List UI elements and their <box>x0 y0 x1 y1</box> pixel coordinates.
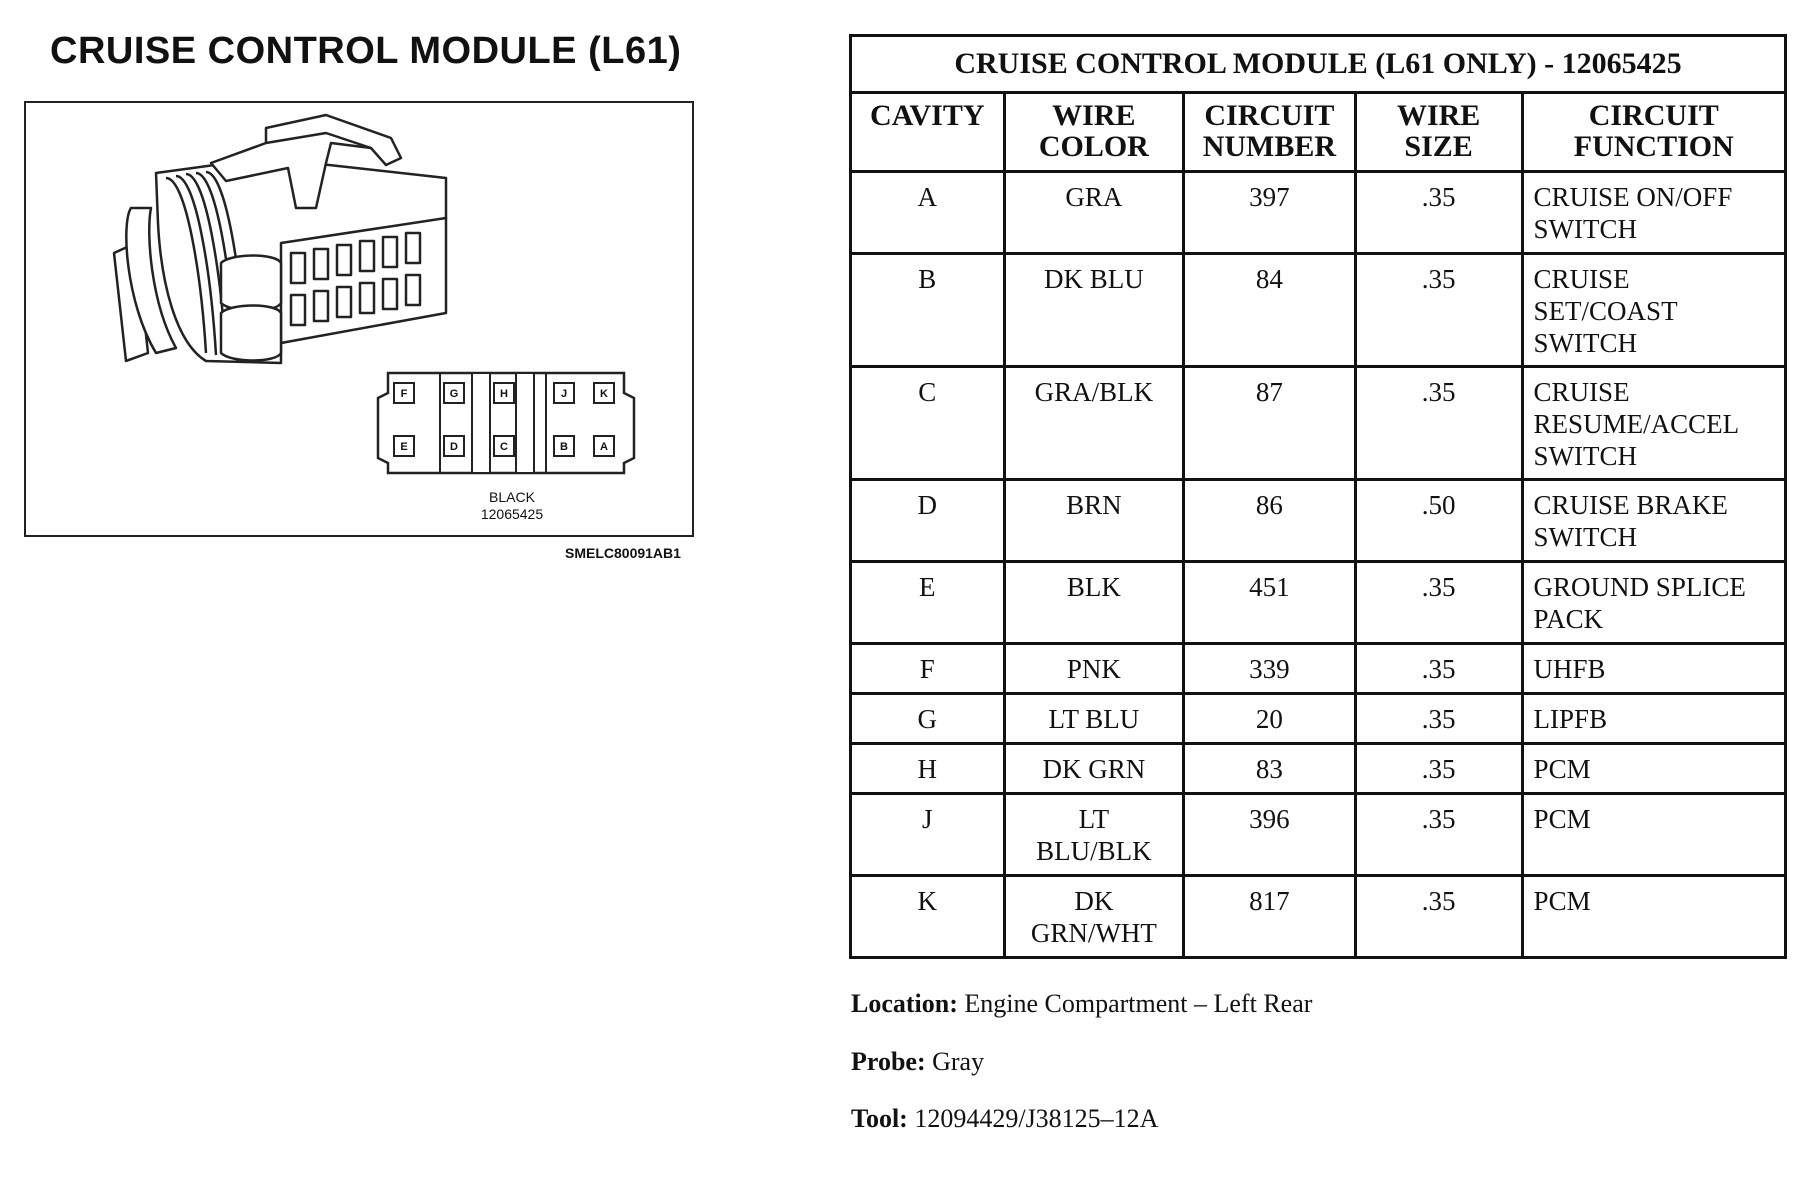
circuit-function-cell <box>1522 254 1785 367</box>
wire-color-cell-line: LT BLU <box>1048 704 1140 734</box>
wire-color-cell <box>1004 562 1183 644</box>
wire-size-cell: .35 <box>1355 644 1522 694</box>
wire-size-cell: .50 <box>1355 480 1522 562</box>
diagram-title: CRUISE CONTROL MODULE (L61) <box>50 30 682 72</box>
wire-color-cell-line: GRA <box>1065 182 1123 212</box>
header-line: CIRCUIT <box>1204 99 1335 132</box>
table-title-row <box>851 36 1786 93</box>
wire-color-cell-line: GRN/WHT <box>1030 918 1157 948</box>
circuit-function-cell <box>1522 876 1785 958</box>
header-wire-size <box>1355 93 1522 172</box>
header-line: SIZE <box>1404 130 1473 163</box>
wire-color-cell <box>1004 367 1183 480</box>
circuit-function-cell <box>1522 794 1785 876</box>
cavity-label-C: C <box>500 441 508 453</box>
wire-color-cell <box>1004 794 1183 876</box>
wire-color-cell-line: DK <box>1074 886 1114 916</box>
wire-color-cell-line: PNK <box>1066 654 1121 684</box>
header-line: WIRE <box>1396 99 1481 132</box>
cavity-cell: D <box>851 480 1005 562</box>
wire-color-cell <box>1004 744 1183 794</box>
circuit-number-cell: 451 <box>1184 562 1356 644</box>
cavity-label-J: J <box>560 388 568 400</box>
circuit-function-cell-line: SWITCH <box>1533 328 1638 358</box>
cavity-cell: J <box>851 794 1005 876</box>
table-row <box>851 744 1786 794</box>
cavity-cell: A <box>851 172 1005 254</box>
circuit-function-cell-line: SET/COAST <box>1533 296 1678 326</box>
tool-line <box>851 1104 1158 1134</box>
header-circuit-function <box>1522 93 1785 172</box>
wire-color-cell-line: DK BLU <box>1043 264 1144 294</box>
header-line: FUNCTION <box>1573 130 1734 163</box>
circuit-function-cell-line: PACK <box>1533 604 1604 634</box>
probe-line <box>851 1047 984 1077</box>
circuit-function-cell <box>1522 644 1785 694</box>
header-line: CAVITY <box>870 99 985 132</box>
cavity-label-K: K <box>600 388 608 400</box>
cavity-cell: C <box>851 367 1005 480</box>
table-row <box>851 694 1786 744</box>
circuit-number-cell: 84 <box>1184 254 1356 367</box>
circuit-function-cell <box>1522 172 1785 254</box>
circuit-function-cell-line: CRUISE BRAKE <box>1533 490 1728 520</box>
wire-size-cell: .35 <box>1355 254 1522 367</box>
connector-face-view <box>378 373 634 522</box>
wire-color-cell <box>1004 644 1183 694</box>
circuit-number-cell: 817 <box>1184 876 1356 958</box>
wire-size-cell: .35 <box>1355 562 1522 644</box>
location-line <box>851 989 1312 1019</box>
cavity-label-D: D <box>450 441 458 453</box>
circuit-function-cell <box>1522 744 1785 794</box>
circuit-function-cell-line: SWITCH <box>1533 522 1638 552</box>
connector-color-label: BLACK <box>489 489 535 505</box>
header-line: CIRCUIT <box>1588 99 1719 132</box>
wire-color-cell-line: BRN <box>1066 490 1122 520</box>
header-wire-color <box>1004 93 1183 172</box>
wire-size-cell: .35 <box>1355 744 1522 794</box>
cavity-cell: E <box>851 562 1005 644</box>
circuit-number-cell: 20 <box>1184 694 1356 744</box>
wire-color-cell <box>1004 480 1183 562</box>
probe-label: Probe: <box>851 1047 926 1076</box>
table-row <box>851 644 1786 694</box>
location-value: Engine Compartment – Left Rear <box>964 989 1313 1018</box>
table-row <box>851 254 1786 367</box>
circuit-function-cell-line: SWITCH <box>1533 441 1638 471</box>
header-line: NUMBER <box>1202 130 1337 163</box>
circuit-function-cell <box>1522 562 1785 644</box>
circuit-function-cell-line: CRUISE ON/OFF <box>1533 182 1733 212</box>
wire-size-cell: .35 <box>1355 794 1522 876</box>
probe-value: Gray <box>932 1047 985 1076</box>
location-label: Location: <box>851 989 958 1018</box>
cavity-label-H: H <box>500 388 508 400</box>
table-title: CRUISE CONTROL MODULE (L61 ONLY) - 12065425 <box>851 36 1786 93</box>
circuit-number-cell: 397 <box>1184 172 1356 254</box>
circuit-function-cell-line: CRUISE <box>1533 377 1630 407</box>
table-row <box>851 562 1786 644</box>
wire-color-cell <box>1004 694 1183 744</box>
circuit-function-cell-line: UHFB <box>1533 654 1606 684</box>
wire-color-cell-line: BLU/BLK <box>1036 836 1152 866</box>
circuit-function-cell-line: RESUME/ACCEL <box>1533 409 1740 439</box>
circuit-function-cell-line: SWITCH <box>1533 214 1638 244</box>
connector-3d-drawing <box>114 115 446 363</box>
circuit-number-cell: 86 <box>1184 480 1356 562</box>
circuit-function-cell-line: LIPFB <box>1533 704 1608 734</box>
tool-value: 12094429/J38125–12A <box>914 1104 1159 1133</box>
cavity-cell: H <box>851 744 1005 794</box>
circuit-function-cell <box>1522 480 1785 562</box>
connector-part-label: 12065425 <box>480 506 544 522</box>
circuit-function-cell-line: CRUISE <box>1533 264 1630 294</box>
wire-color-cell-line: LT <box>1078 804 1110 834</box>
cavity-cell: K <box>851 876 1005 958</box>
cavity-cell: F <box>851 644 1005 694</box>
circuit-number-cell: 339 <box>1184 644 1356 694</box>
table-row <box>851 480 1786 562</box>
table-row <box>851 876 1786 958</box>
cavity-label-B: B <box>560 441 568 453</box>
table-row <box>851 367 1786 480</box>
cavity-label-F: F <box>400 388 408 400</box>
header-line: COLOR <box>1038 130 1149 163</box>
tool-label: Tool: <box>851 1104 908 1133</box>
figure-code: SMELC80091AB1 <box>565 545 681 561</box>
wire-color-cell <box>1004 254 1183 367</box>
wire-size-cell: .35 <box>1355 172 1522 254</box>
connector-figure <box>24 101 694 537</box>
cavity-label-G: G <box>449 388 459 400</box>
cavity-cell: G <box>851 694 1005 744</box>
table-row <box>851 794 1786 876</box>
table-body <box>851 172 1786 958</box>
circuit-function-cell <box>1522 367 1785 480</box>
header-line: WIRE <box>1052 99 1136 132</box>
wire-color-cell <box>1004 876 1183 958</box>
header-cavity <box>851 93 1005 172</box>
circuit-function-cell-line: PCM <box>1533 886 1591 916</box>
connector-illustration <box>26 103 696 539</box>
table-row <box>851 172 1786 254</box>
header-circuit-number <box>1184 93 1356 172</box>
wire-size-cell: .35 <box>1355 694 1522 744</box>
circuit-function-cell <box>1522 694 1785 744</box>
wire-color-cell-line: BLK <box>1066 572 1121 602</box>
cavity-label-E: E <box>400 441 408 453</box>
circuit-function-cell-line: GROUND SPLICE <box>1533 572 1746 602</box>
cavity-label-A: A <box>600 441 608 453</box>
wire-color-cell-line: DK GRN <box>1042 754 1146 784</box>
circuit-number-cell: 396 <box>1184 794 1356 876</box>
circuit-number-cell: 83 <box>1184 744 1356 794</box>
table-header-row <box>851 93 1786 172</box>
cavity-cell: B <box>851 254 1005 367</box>
circuit-number-cell: 87 <box>1184 367 1356 480</box>
wire-color-cell <box>1004 172 1183 254</box>
pinout-table <box>849 34 1787 959</box>
wire-color-cell-line: GRA/BLK <box>1034 377 1154 407</box>
circuit-function-cell-line: PCM <box>1533 804 1591 834</box>
circuit-function-cell-line: PCM <box>1533 754 1591 784</box>
wire-size-cell: .35 <box>1355 876 1522 958</box>
wire-size-cell: .35 <box>1355 367 1522 480</box>
